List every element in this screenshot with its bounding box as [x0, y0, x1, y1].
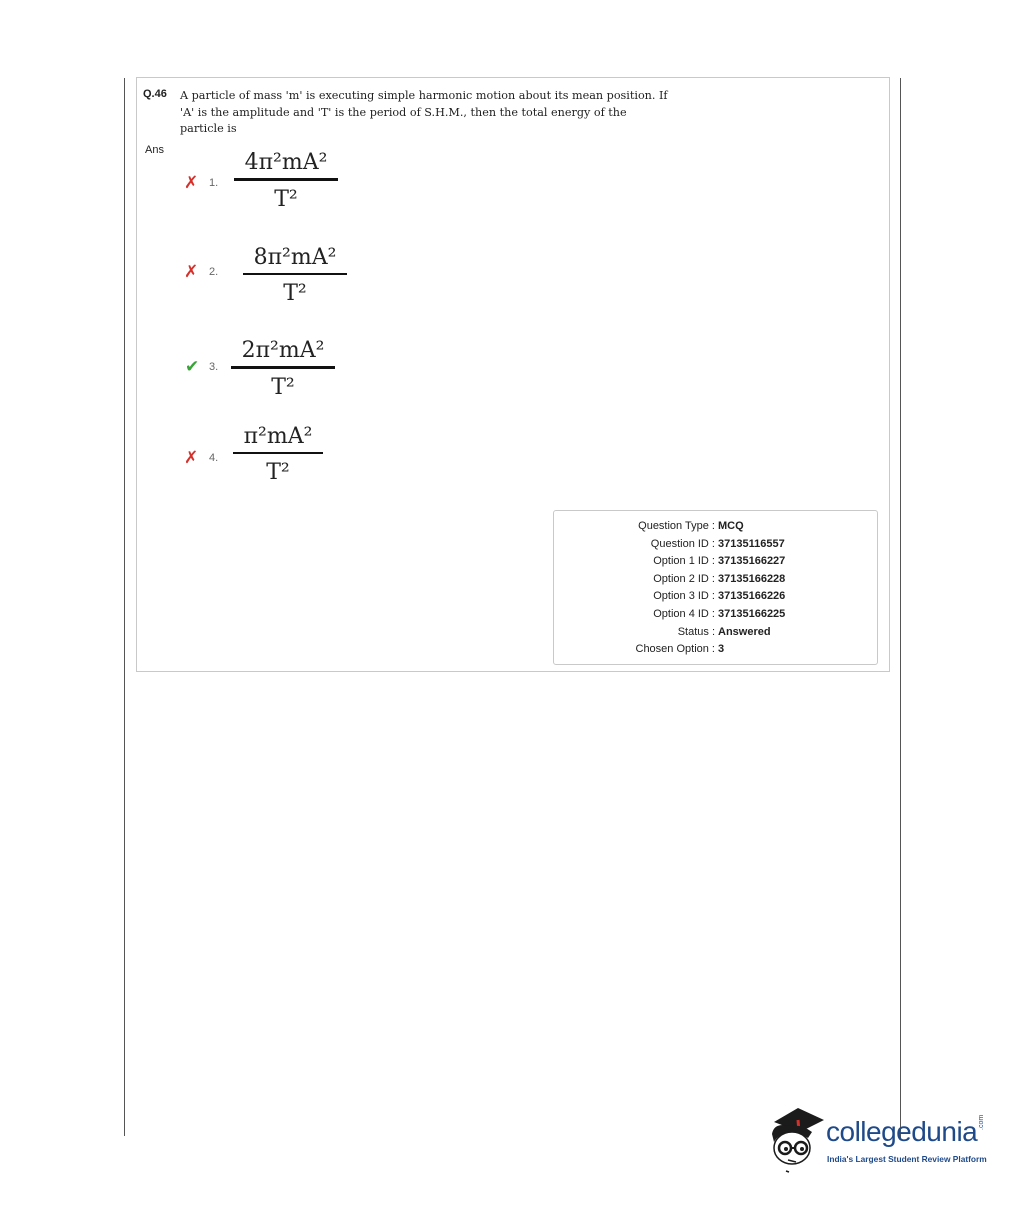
collegedunia-logo — [768, 1104, 993, 1174]
option-2-numerator: 8π²mA² — [253, 245, 337, 270]
fraction-bar — [243, 273, 347, 275]
page-left-rule — [124, 78, 125, 1136]
info-value: 37135166225 — [718, 608, 786, 620]
info-value: 37135166227 — [718, 555, 786, 567]
option-4-numerator: π²mA² — [243, 424, 313, 449]
option-3-numerator: 2π²mA² — [241, 338, 325, 363]
option-number: 1. — [209, 177, 219, 189]
info-label: Option 1 ID : — [653, 555, 715, 567]
logo-suffix: .com — [978, 1114, 985, 1130]
option-number: 3. — [209, 361, 219, 373]
info-label: Chosen Option : — [635, 643, 715, 655]
fraction-bar — [231, 366, 335, 369]
info-row-question-id — [553, 536, 878, 552]
info-row-status — [553, 624, 878, 640]
info-row-question-type — [553, 518, 878, 534]
wrong-mark-icon: ✗ — [184, 448, 199, 467]
option-3-denominator: T² — [271, 375, 295, 400]
wrong-mark-icon: ✗ — [184, 262, 199, 281]
option-number: 4. — [209, 452, 219, 464]
info-value: 37135116557 — [718, 538, 785, 550]
option-4-denominator: T² — [266, 460, 290, 485]
logo-wordmark: collegedunia — [826, 1116, 978, 1147]
info-value: 37135166226 — [718, 590, 786, 602]
info-row-option-3-id — [553, 588, 878, 604]
question-text: A particle of mass 'm' is executing simple harmonic motion about its mean position. If 'A' is the amplitude and 'T' is the period of S.H.M., then the total energy of the particle is — [180, 89, 668, 135]
option-1-numerator: 4π²mA² — [244, 150, 328, 175]
option-4-formula — [233, 424, 323, 486]
option-1-denominator: T² — [274, 187, 298, 212]
info-value: 3 — [718, 643, 725, 655]
info-value: Answered — [718, 626, 771, 638]
wrong-mark-icon: ✗ — [184, 173, 199, 192]
info-label: Option 2 ID : — [653, 573, 715, 585]
option-3-formula — [231, 338, 335, 401]
info-row-option-2-id — [553, 571, 878, 587]
info-label: Option 4 ID : — [653, 608, 715, 620]
option-2-formula — [243, 245, 347, 307]
page-right-rule — [900, 78, 901, 1140]
info-label: Option 3 ID : — [653, 590, 715, 602]
option-2-denominator: T² — [283, 281, 307, 306]
mascot-icon — [768, 1104, 826, 1174]
logo-tagline: India's Largest Student Review Platform — [827, 1154, 987, 1164]
question-number: Q.46 — [143, 88, 167, 100]
info-value: MCQ — [718, 520, 744, 532]
info-value: 37135166228 — [718, 573, 786, 585]
info-row-chosen-option — [553, 641, 878, 657]
info-row-option-1-id — [553, 553, 878, 569]
answer-label: Ans — [145, 144, 164, 156]
option-number: 2. — [209, 266, 219, 278]
check-mark-icon: ✔ — [185, 357, 200, 376]
info-row-option-4-id — [553, 606, 878, 622]
fraction-bar — [233, 452, 323, 454]
option-1-formula — [234, 150, 338, 213]
fraction-bar — [234, 178, 338, 181]
info-label: Question Type : — [638, 520, 715, 532]
info-label: Status : — [677, 626, 715, 638]
info-label: Question ID : — [650, 538, 715, 550]
